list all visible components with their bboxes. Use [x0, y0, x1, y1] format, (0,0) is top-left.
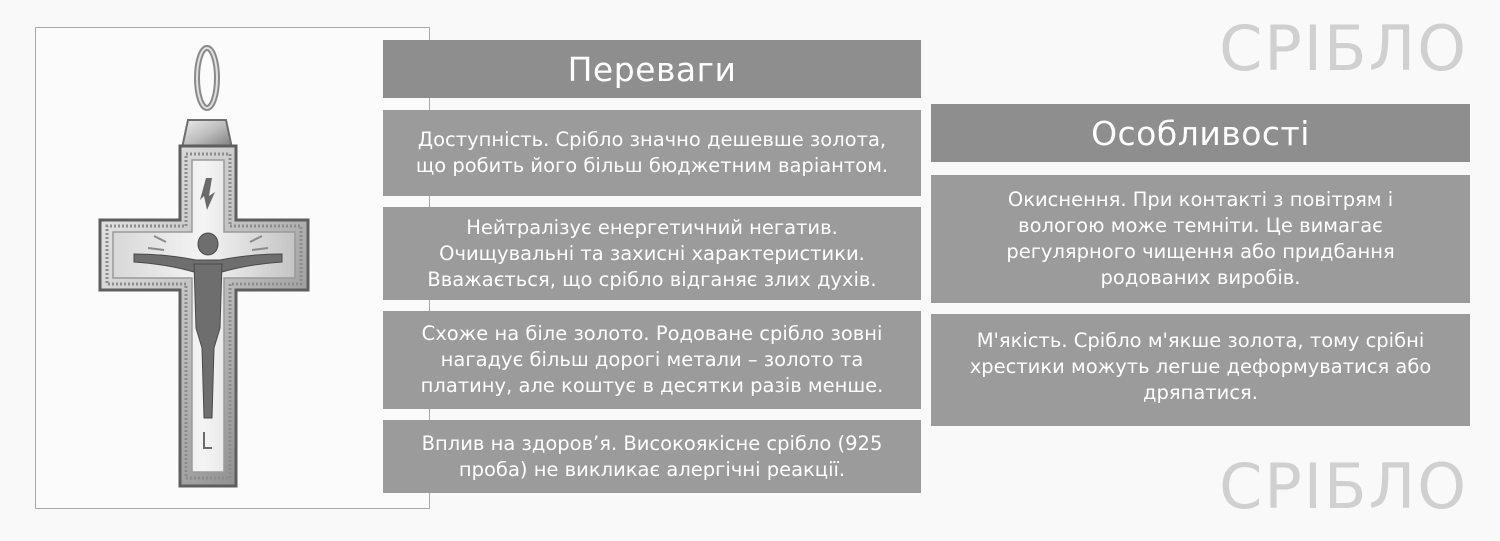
advantage-item: [383, 110, 921, 196]
advantage-item: [383, 207, 921, 300]
feature-item: [931, 175, 1470, 303]
advantage-item: [383, 311, 921, 409]
cross-pendant-icon: [36, 28, 431, 510]
advantage-text: Вплив на здоров’я. Високоякісне срібло (925 проба) не викликає алергічні реакції.: [421, 431, 883, 481]
feature-text: Окиснення. При контакті з повітрям і вологою може темніти. Це вимагає регулярного чищення або придбання родованих виробів.: [1006, 188, 1395, 289]
advantage-text: Схоже на біле золото. Родоване срібло зовні нагадує більш дорогі метали – золото та платину, але коштує в десятки разів менше.: [420, 322, 884, 397]
watermark-top: СРІБЛО: [1219, 12, 1468, 85]
advantage-text: Доступність. Срібло значно дешевше золота, що робить його більш бюджетним варіантом.: [415, 128, 889, 177]
watermark-bottom: СРІБЛО: [1219, 450, 1468, 523]
features-heading: Особливості: [931, 104, 1470, 162]
advantages-heading: Переваги: [383, 40, 921, 98]
advantage-text: Нейтралізує енергетичний негатив. Очищувальні та захисні характеристики. Вважається, що срібло відганяє злих духів.: [427, 215, 877, 291]
feature-text: М'якість. Срібло м'якше золота, тому срібні хрестики можуть легше деформуватися або дряпатися.: [969, 329, 1432, 404]
product-image-frame: [35, 27, 430, 509]
feature-item: [931, 314, 1470, 426]
advantage-item: [383, 420, 921, 493]
